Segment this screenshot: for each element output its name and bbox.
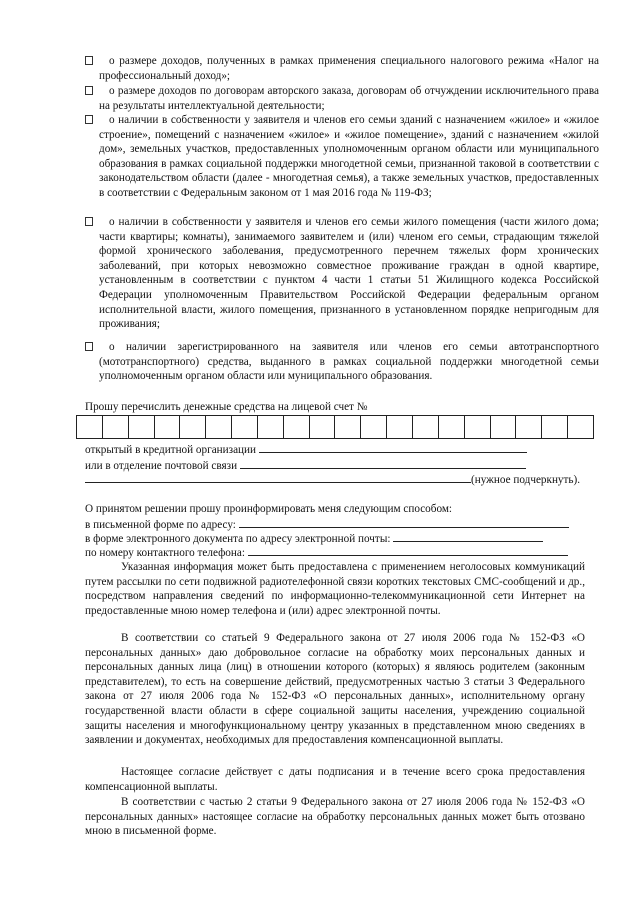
account-cell[interactable]	[386, 416, 412, 438]
checkbox[interactable]	[85, 217, 93, 226]
checkbox[interactable]	[85, 86, 93, 95]
account-cell[interactable]	[334, 416, 360, 438]
bullet-housing: о наличии в собственности у заявителя и членов его семьи жилого помещения (части жилого дома; части квартиры; комнаты), занимаемого заявителем и (или) членом его семьи, страдающим тяжелой формой хронического заболевания, предусмотренного перечнем тяжелых форм хронических заболеваний, при которых невозможно совместное проживание граждан в одной квартире, установленным в соответствии с пунктом 4 части 1 статьи 51 Жилищного кодекса Российской Федерации уполномоченным Правительством Российской Федерации федеральным органом исполнительной власти, жилого помещения, признанного в установленном порядке непригодным для проживания;	[85, 215, 599, 332]
account-cell[interactable]	[154, 416, 180, 438]
account-cell[interactable]	[231, 416, 257, 438]
bullet-income-professional: о размере доходов, полученных в рамках применения специального налогового режима «Налог на профессиональный доход»;	[85, 54, 599, 83]
account-cell[interactable]	[128, 416, 154, 438]
paragraph-consent: В соответствии со статьей 9 Федерального закона от 27 июля 2006 года № 152-ФЗ «О персональных данных» даю добровольное согласие на обработку моих персональных данных и персональных данных лица (лиц) в отношении которого (которых) я являюсь родителем (законным представителем), то есть на совершение действий, предусмотренных частью 3 статьи 3 Федерального закона от 27 июля 2006 года № 152-ФЗ «О персональных данных», исполнительному органу государственной власти области в сфере социальной защиты населения, учреждению социальной защиты населения и многофункциональному центру указанных в представленном мною сведениях в заявлении и документах, необходимых для предоставления компенсационной выплаты.	[85, 632, 585, 747]
post-field-continued[interactable]	[85, 471, 471, 483]
bank-line: открытый в кредитной организации	[85, 441, 585, 458]
checkbox[interactable]	[85, 56, 93, 65]
email-line: в форме электронного документа по адресу электронной почты:	[85, 530, 585, 547]
paragraph-validity: Настоящее согласие действует с даты подписания и в течение всего срока предоставления компенсационной выплаты.	[85, 766, 585, 793]
account-cell[interactable]	[309, 416, 335, 438]
account-cell[interactable]	[360, 416, 386, 438]
phone-field[interactable]	[248, 544, 568, 556]
account-cell[interactable]	[541, 416, 567, 438]
bullet-income-author: о размере доходов по договорам авторского заказа, договорам об отчуждении исключительного права на результаты интеллектуальной деятельности;	[85, 84, 599, 113]
account-cell[interactable]	[283, 416, 309, 438]
account-cell[interactable]	[438, 416, 464, 438]
underline-note-line: (нужное подчеркнуть).	[85, 471, 585, 488]
email-field[interactable]	[393, 530, 543, 542]
checkbox[interactable]	[85, 342, 93, 351]
letter-line: в письменной форме по адресу:	[85, 516, 585, 533]
address-field[interactable]	[239, 516, 569, 528]
account-number-cells[interactable]	[76, 415, 594, 439]
account-cell[interactable]	[515, 416, 541, 438]
account-cell[interactable]	[490, 416, 516, 438]
paragraph-revocation: В соответствии с частью 2 статьи 9 Федерального закона от 27 июля 2006 года № 152-ФЗ «О персональных данных» настоящее согласие на обработку персональных данных может быть отозвано мною в письменной форме.	[85, 796, 585, 838]
checkbox[interactable]	[85, 115, 93, 124]
account-cell[interactable]	[102, 416, 128, 438]
account-cell[interactable]	[179, 416, 205, 438]
account-cell[interactable]	[412, 416, 438, 438]
account-cell[interactable]	[205, 416, 231, 438]
account-cell[interactable]	[77, 416, 102, 438]
bullet-vehicle: о наличии зарегистрированного на заявителя или членов его семьи автотранспортного (мототранспортного) средства, выданного в рамках социальной поддержки многодетной семьи уполномоченным органом области или муниципального образования.	[85, 340, 599, 384]
account-request: Прошу перечислить денежные средства на лицевой счет №	[85, 401, 368, 413]
post-line: или в отделение почтовой связи	[85, 457, 585, 474]
paragraph-sms-info: Указанная информация может быть предоставлена с применением неголосовых коммуникаций путем рассылки по сети подвижной радиотелефонной связи коротких текстовых СМС-сообщений и др., посредством направления сведений по информационно-телекоммуникационной сети Интернет на предоставленные мною номер телефона и (или) адрес электронной почты.	[85, 561, 585, 617]
notify-intro: О принятом решении прошу проинформировать меня следующим способом:	[85, 503, 453, 515]
post-field[interactable]	[240, 457, 526, 469]
account-cell[interactable]	[464, 416, 490, 438]
bank-field[interactable]	[259, 441, 527, 453]
phone-line: по номеру контактного телефона:	[85, 544, 585, 561]
account-cell[interactable]	[257, 416, 283, 438]
account-cell[interactable]	[567, 416, 593, 438]
bullet-property: о наличии в собственности у заявителя и членов его семьи зданий с назначением «жилое» и «жилое строение», помещений с назначением «жилое» и «жилое помещение», зданий с назначением «жилой дом», земельных участков, предоставленных уполномоченным органом области или муниципального образования в рамках социальной поддержки многодетной семьи, признанной таковой в соответствии с законодательством области (далее - многодетная семья), а также земельных участков, предоставленных в соответствии с Федеральным законом от 1 мая 2016 года № 119-ФЗ;	[85, 113, 599, 201]
